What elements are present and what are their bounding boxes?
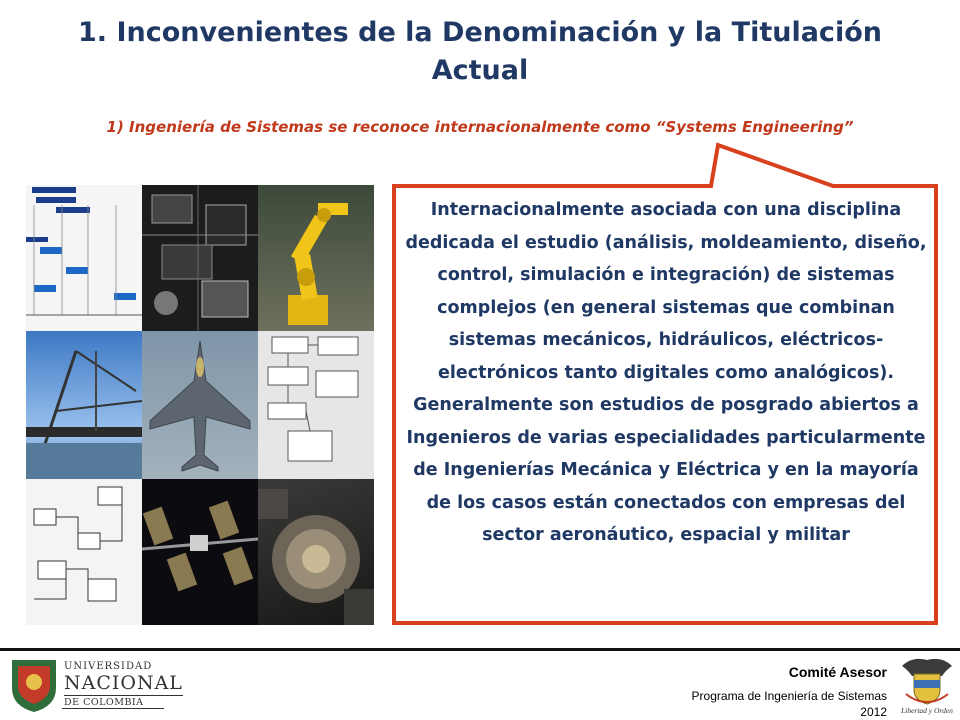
university-line1: UNIVERSIDAD (64, 661, 153, 672)
slide-subtitle: 1) Ingeniería de Sistemas se reconoce internacionalmente como “Systems Engineering” (106, 118, 854, 136)
motto-label: Libertad y Orden (901, 706, 953, 715)
university-line3: DE COLOMBIA (64, 695, 183, 708)
footer-divider (0, 648, 960, 651)
footer-info (692, 664, 887, 719)
committee-label: Comité Asesor (788, 664, 887, 680)
university-name (64, 662, 183, 708)
university-line2: NACIONAL (64, 672, 183, 694)
callout-text: Internacionalmente asociada con una disciplina dedicada el estudio (análisis, moldeamiento, diseño, control, simulación e integración) de sistemas complejos (en general sistemas que combinan sistemas mecánicos, hidráulicos, eléctricos-electrónicos tanto digitales como analógicos). Generalmente son estudios de posgrado abiertos a Ingenieros de varias especialidades particularmente de Ingenierías Mecánica y Eléctrica y en la mayoría de los casos están conectados con empresas del sector aeronáutico, espacial y militar (405, 200, 927, 545)
slide-title: 1. Inconvenientes de la Denominación y la Titulación Actual (78, 17, 882, 86)
program-label: Programa de Ingeniería de Sistemas (691, 689, 887, 703)
year-label: 2012 (860, 705, 887, 719)
